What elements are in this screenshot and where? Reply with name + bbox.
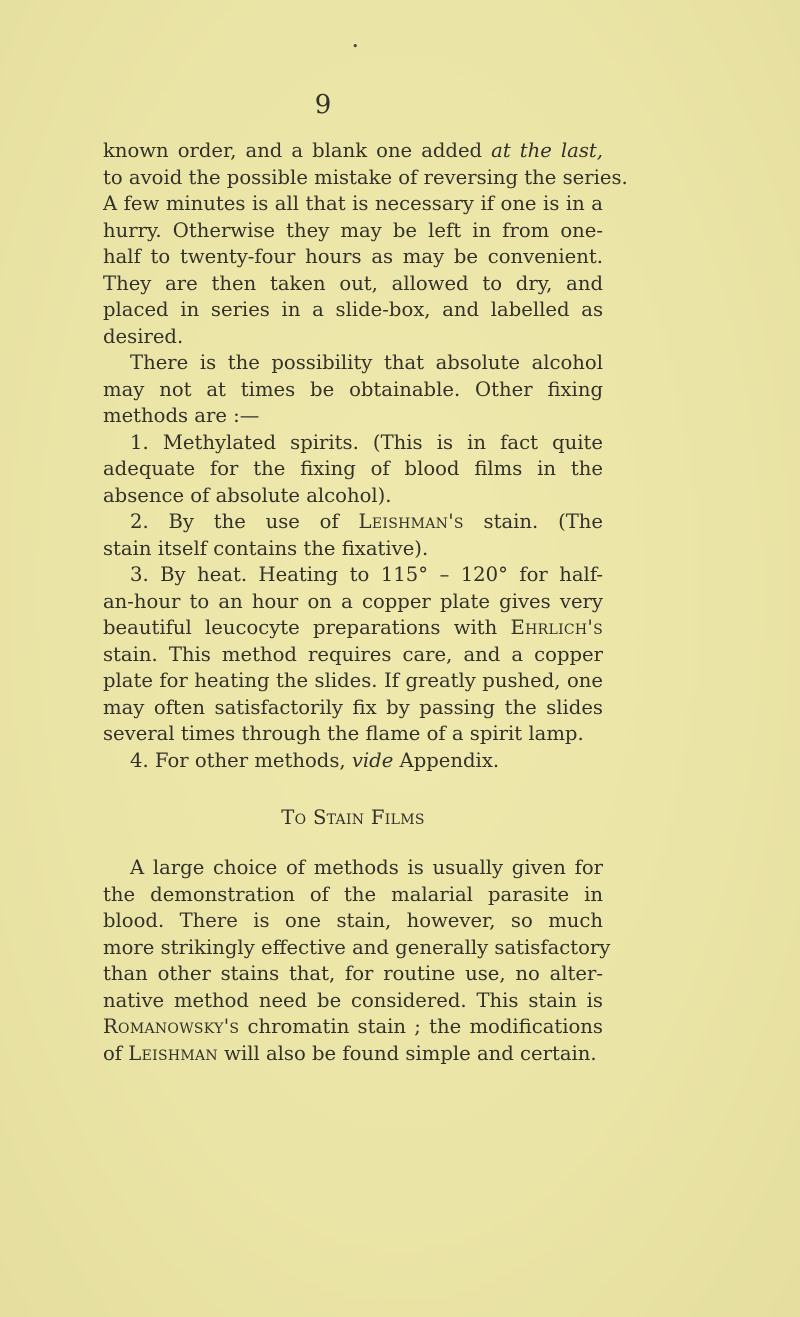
text-line: half to twenty-four hours as may be convenient. — [103, 245, 603, 268]
list-item-line: absence of absolute alcohol). — [103, 483, 392, 507]
list-item-line: an-hour to an hour on a copper plate gives very — [103, 589, 603, 613]
list-item-line: beautiful leucocyte preparations with Ehrlich's — [103, 616, 603, 639]
text-line: There is the possibility that absolute alcohol — [130, 351, 603, 374]
list-item-line: may often satisfactorily fix by passing the slides — [103, 695, 603, 719]
text-line: desired. — [103, 324, 184, 348]
text-line: A few minutes is all that is necessary if one is in a — [103, 192, 603, 215]
text-line: of Leishman will also be found simple and certain. — [103, 1041, 597, 1065]
list-item-line: plate for heating the slides. If greatly pushed, one — [103, 669, 603, 692]
list-item-line: 1. Methylated spirits. (This is in fact quite — [130, 430, 603, 454]
list-item-line: stain itself contains the fixative). — [103, 536, 429, 560]
list-item-line: adequate for the fixing of blood films in the — [103, 457, 603, 480]
body-text — [103, 138, 628, 1067]
text-line: than other stains that, for routine use, no alter- — [103, 962, 603, 985]
text-line: native method need be considered. This stain is — [103, 988, 603, 1012]
text-line: placed in series in a slide-box, and labelled as — [103, 298, 603, 321]
list-item-line: 3. By heat. Heating to 115° – 120° for half- — [130, 563, 603, 586]
text-line: known order, and a blank one added at the last, — [103, 139, 603, 162]
text-line: to avoid the possible mistake of reversing the series. — [103, 165, 628, 189]
text-line: They are then taken out, allowed to dry, and — [103, 271, 603, 295]
ink-speck: • — [352, 40, 359, 53]
text-line: blood. There is one stain, however, so much — [103, 909, 603, 932]
text-line: more strikingly effective and generally satisfactory — [103, 935, 611, 959]
text-line: may not at times be obtainable. Other fixing — [103, 377, 603, 401]
text-line: A large choice of methods is usually given for — [130, 856, 603, 879]
text-line: hurry. Otherwise they may be left in from one- — [103, 218, 603, 242]
text-line: the demonstration of the malarial parasite in — [103, 882, 603, 906]
list-item-line: stain. This method requires care, and a copper — [103, 642, 603, 666]
section-heading: To Stain Films — [281, 806, 425, 829]
list-item-line: 4. For other methods, vide Appendix. — [130, 748, 500, 772]
page-number: 9 — [314, 90, 332, 120]
text-line: Romanowsky's chromatin stain ; the modifications — [103, 1015, 603, 1038]
list-item-line: several times through the flame of a spirit lamp. — [103, 722, 584, 745]
list-item-line: 2. By the use of Leishman's stain. (The — [130, 510, 603, 533]
text-line: methods are :— — [103, 404, 260, 427]
